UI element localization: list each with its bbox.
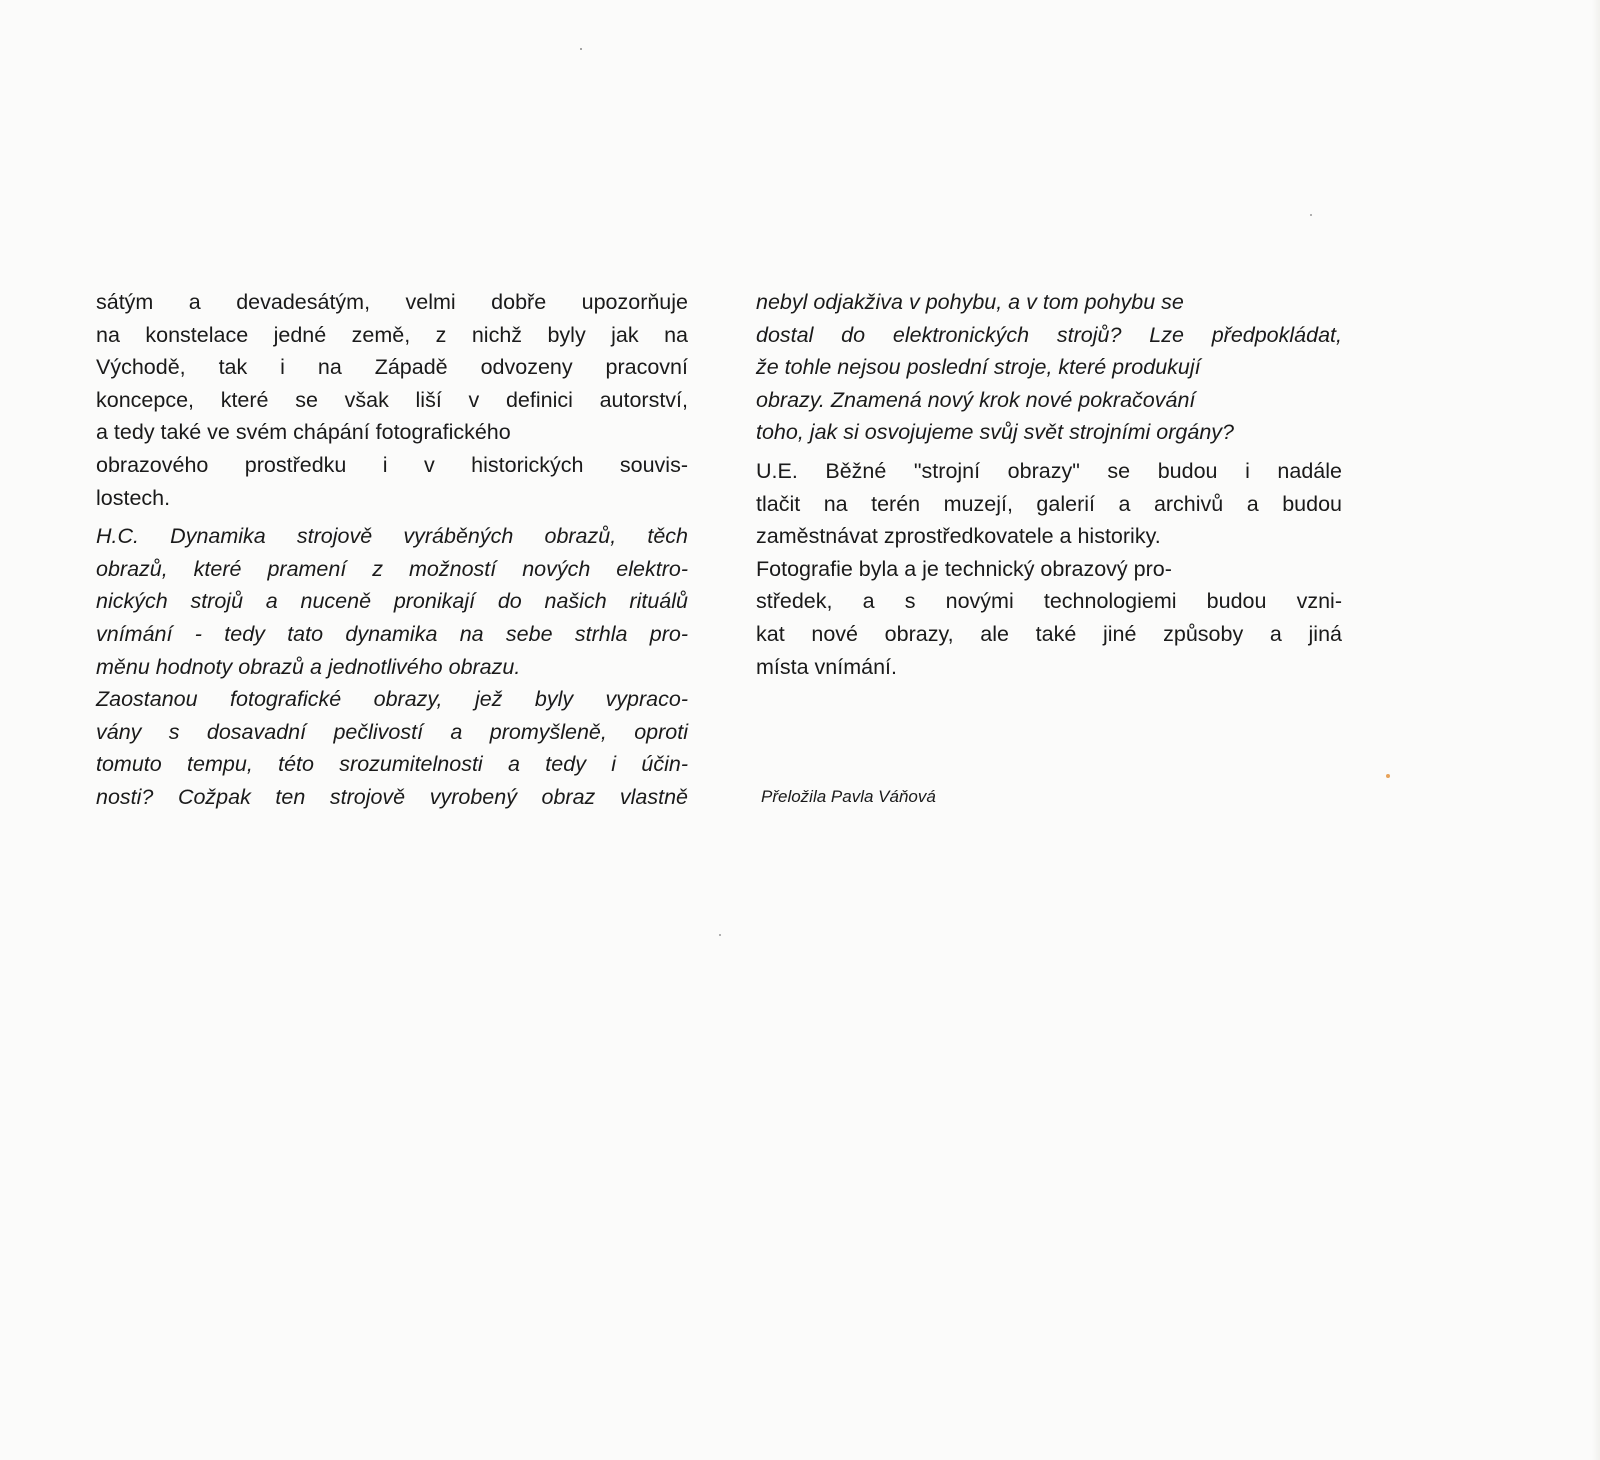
right-paragraph-1: [756, 286, 1342, 449]
text-line: nebyl odjakživa v pohybu, a v tom pohybu se: [756, 290, 1184, 314]
text-line: kat nové obrazy, ale také jiné způsoby a jiná: [756, 621, 1342, 646]
text-line: U.E. Běžné "strojní obrazy" se budou i nadále: [756, 458, 1342, 483]
right-paragraph-2: [756, 455, 1342, 683]
text-line: sátým a devadesátým, velmi dobře upozorňuje: [96, 290, 688, 314]
text-line: toho, jak si osvojujeme svůj svět strojními orgány?: [756, 420, 1234, 445]
text-line: dostal do elektronických strojů? Lze předpokládat,: [756, 322, 1342, 347]
text-line: místa vnímání.: [756, 654, 897, 679]
text-line: na konstelace jedné země, z nichž byly jak na: [96, 322, 688, 347]
text-line: Zaostanou fotografické obrazy, jež byly vypraco-: [96, 687, 688, 712]
text-line: zaměstnávat zprostředkovatele a historiky.: [756, 524, 1161, 549]
text-line: vány s dosavadní pečlivostí a promyšleně, oproti: [96, 719, 688, 744]
text-line: H.C. Dynamika strojově vyráběných obrazů, těch: [96, 524, 688, 549]
paper-speck: [580, 48, 582, 50]
paper-speck: [1310, 214, 1312, 216]
text-line: Východě, tak i na Západě odvozeny pracovní: [96, 355, 688, 380]
text-line: nických strojů a nuceně pronikají do našich rituálů: [96, 589, 688, 614]
text-line: obrazů, které pramení z možností nových elektro-: [96, 556, 688, 581]
text-line: že tohle nejsou poslední stroje, které produkují: [756, 355, 1201, 380]
paper-speck: [1386, 774, 1390, 778]
text-line: tlačit na terén muzejí, galerií a archivů a budou: [756, 491, 1342, 516]
text-line: středek, a s novými technologiemi budou vzni-: [756, 589, 1342, 614]
text-line: obrazového prostředku i v historických souvis-: [96, 452, 688, 477]
text-line: obrazy. Znamená nový krok nové pokračování: [756, 387, 1196, 412]
text-line: a tedy také ve svém chápání fotografického: [96, 420, 511, 445]
text-line: vnímání - tedy tato dynamika na sebe strhla pro-: [96, 621, 688, 646]
right-column: [756, 286, 1342, 683]
text-line: nosti? Cožpak ten strojově vyrobený obraz vlastně: [96, 784, 688, 809]
text-line: tomuto tempu, této srozumitelnosti a tedy i účin-: [96, 752, 688, 777]
text-line: měnu hodnoty obrazů a jednotlivého obrazu.: [96, 654, 521, 679]
left-column: [96, 286, 688, 814]
left-paragraph-1: [96, 286, 688, 514]
paper-speck: [719, 934, 721, 936]
page-edge: [1592, 0, 1600, 1460]
translator-credit: Přeložila Pavla Váňová: [761, 787, 936, 806]
text-line: lostech.: [96, 485, 171, 510]
left-paragraph-2: [96, 520, 688, 813]
text-line: Fotografie byla a je technický obrazový pro-: [756, 556, 1172, 581]
text-line: koncepce, které se však liší v definici autorství,: [96, 387, 688, 412]
